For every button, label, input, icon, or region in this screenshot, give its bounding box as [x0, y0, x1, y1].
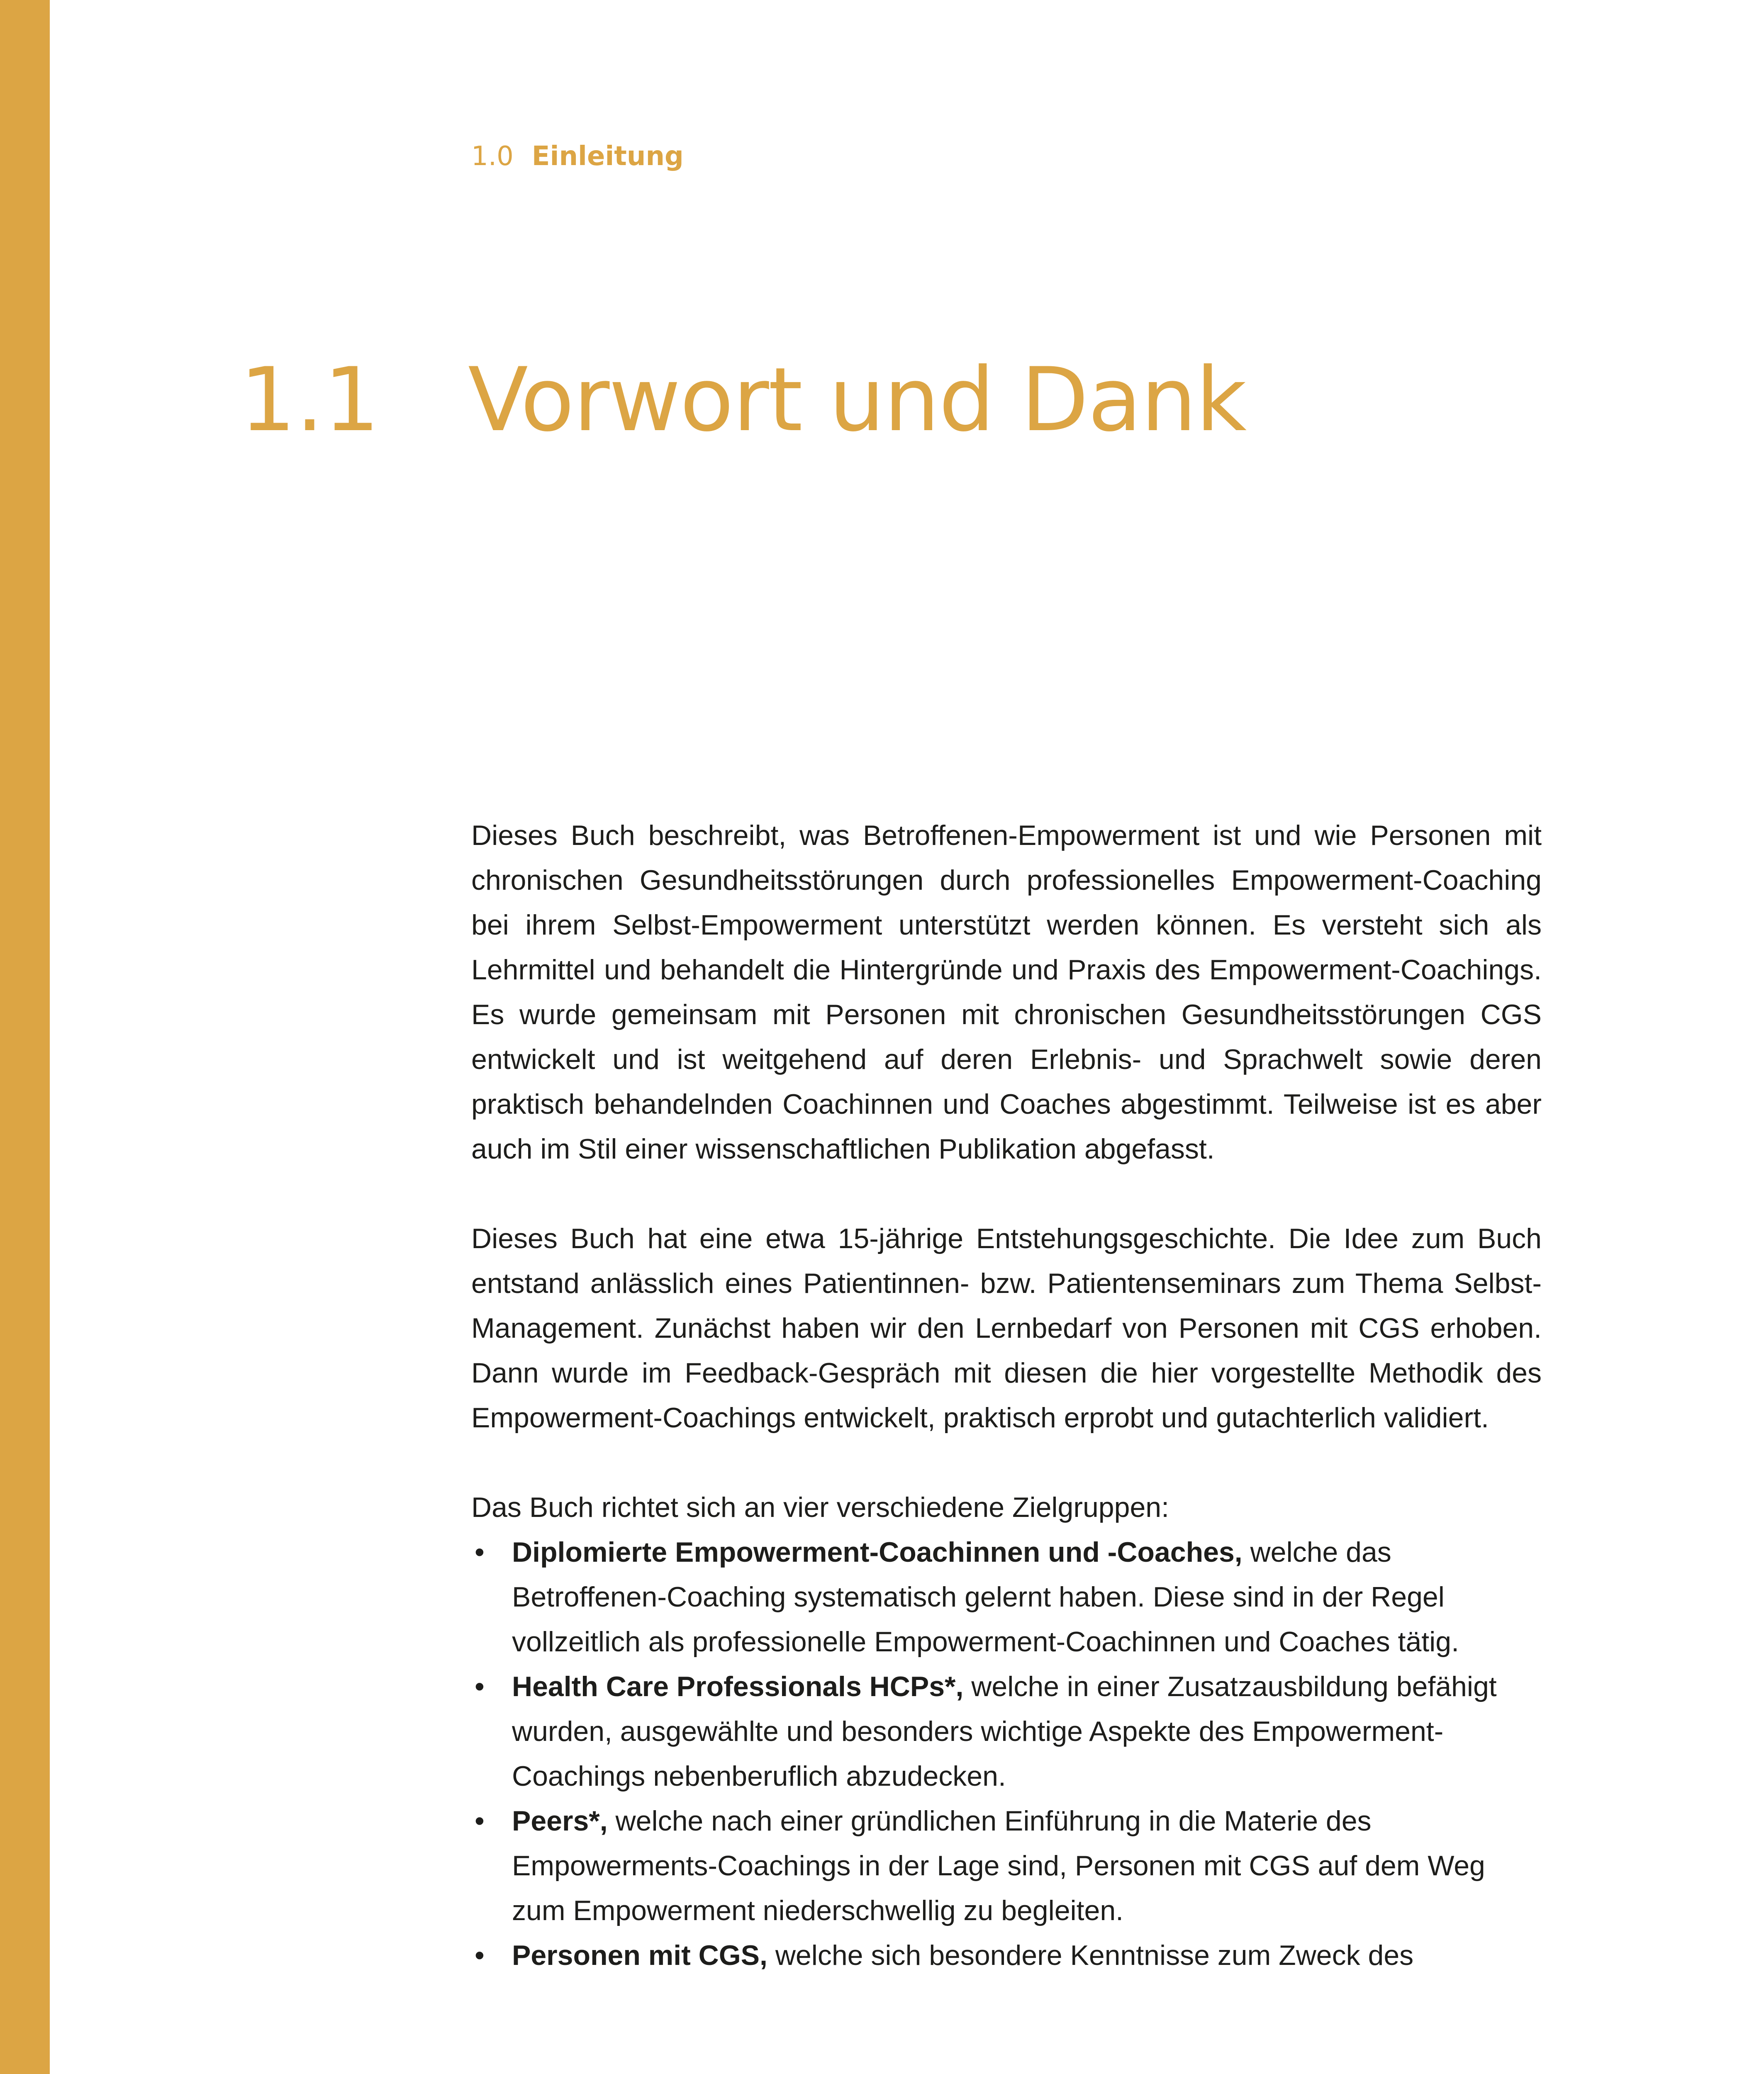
target-group-list — [471, 1530, 1542, 1978]
chapter-title: Vorwort und Dank — [468, 348, 1246, 451]
list-item-heading: Health Care Professionals HCPs*, — [512, 1671, 964, 1702]
list-intro: Das Buch richtet sich an vier verschiedene Zielgruppen: — [471, 1492, 1169, 1523]
list-item — [471, 1799, 1542, 1933]
running-header — [471, 141, 684, 172]
section-number: 1.0 — [471, 141, 514, 172]
section-name: Einleitung — [531, 141, 684, 172]
list-item-text: welche sich besondere Kenntnisse zum Zweck des — [767, 1940, 1414, 1971]
list-item — [471, 1530, 1542, 1664]
accent-side-bar — [0, 0, 50, 2074]
body-text — [471, 813, 1542, 1978]
bullet-icon: • — [475, 1805, 485, 1837]
list-item-heading: Personen mit CGS, — [512, 1940, 767, 1971]
chapter-number: 1.1 — [240, 348, 380, 451]
list-item-heading: Diplomierte Empowerment-Coachinnen und -Coaches, — [512, 1536, 1243, 1568]
paragraph: Dieses Buch hat eine etwa 15-jährige Entstehungsgeschichte. Die Idee zum Buch entstand anlässlich eines Patientinnen- bzw. Patientenseminars zum Thema Selbst-Management. Zunächst haben wir den Lernbedarf von Personen mit CGS erhoben. Dann wurde im Feedback-Gespräch mit diesen die hier vorgestellte Methodik des Empowerment-Coachings entwickelt, praktisch erprobt und gutachterlich validiert. — [471, 1223, 1542, 1434]
bullet-icon: • — [475, 1671, 485, 1702]
list-item — [471, 1933, 1542, 1978]
bullet-icon: • — [475, 1940, 485, 1971]
list-item-text: welche das Betroffenen-Coaching systematisch gelernt haben. Diese sind in der Regel vollzeitlich als professionelle Empowerment-Coachinnen und Coaches tätig. — [512, 1536, 1459, 1658]
bullet-icon: • — [475, 1536, 485, 1568]
list-item-heading: Peers*, — [512, 1805, 608, 1837]
list-item-text: welche nach einer gründlichen Einführung in die Materie des Empowerments-Coachings in der Lage sind, Personen mit CGS auf dem Weg zum Empowerment niederschwellig zu begleiten. — [512, 1805, 1485, 1926]
paragraph: Dieses Buch beschreibt, was Betroffenen-Empowerment ist und wie Personen mit chronischen Gesundheitsstörungen durch professionelles Empowerment-Coaching bei ihrem Selbst-Empowerment unterstützt werden können. Es versteht sich als Lehrmittel und behandelt die Hintergründe und Praxis des Empowerment-Coachings. Es wurde gemeinsam mit Personen mit chronischen Gesundheitsstörungen CGS entwickelt und ist weitgehend auf deren Erlebnis- und Sprachwelt sowie deren praktisch behandelnden Coachinnen und Coaches abgestimmt. Teilweise ist es aber auch im Stil einer wissenschaftlichen Publikation abgefasst. — [471, 820, 1542, 1165]
list-item-text: welche in einer Zusatzausbildung befähigt wurden, ausgewählte und besonders wichtige Aspekte des Empowerment-Coachings nebenberuflich abzudecken. — [512, 1671, 1497, 1792]
list-item — [471, 1664, 1542, 1799]
